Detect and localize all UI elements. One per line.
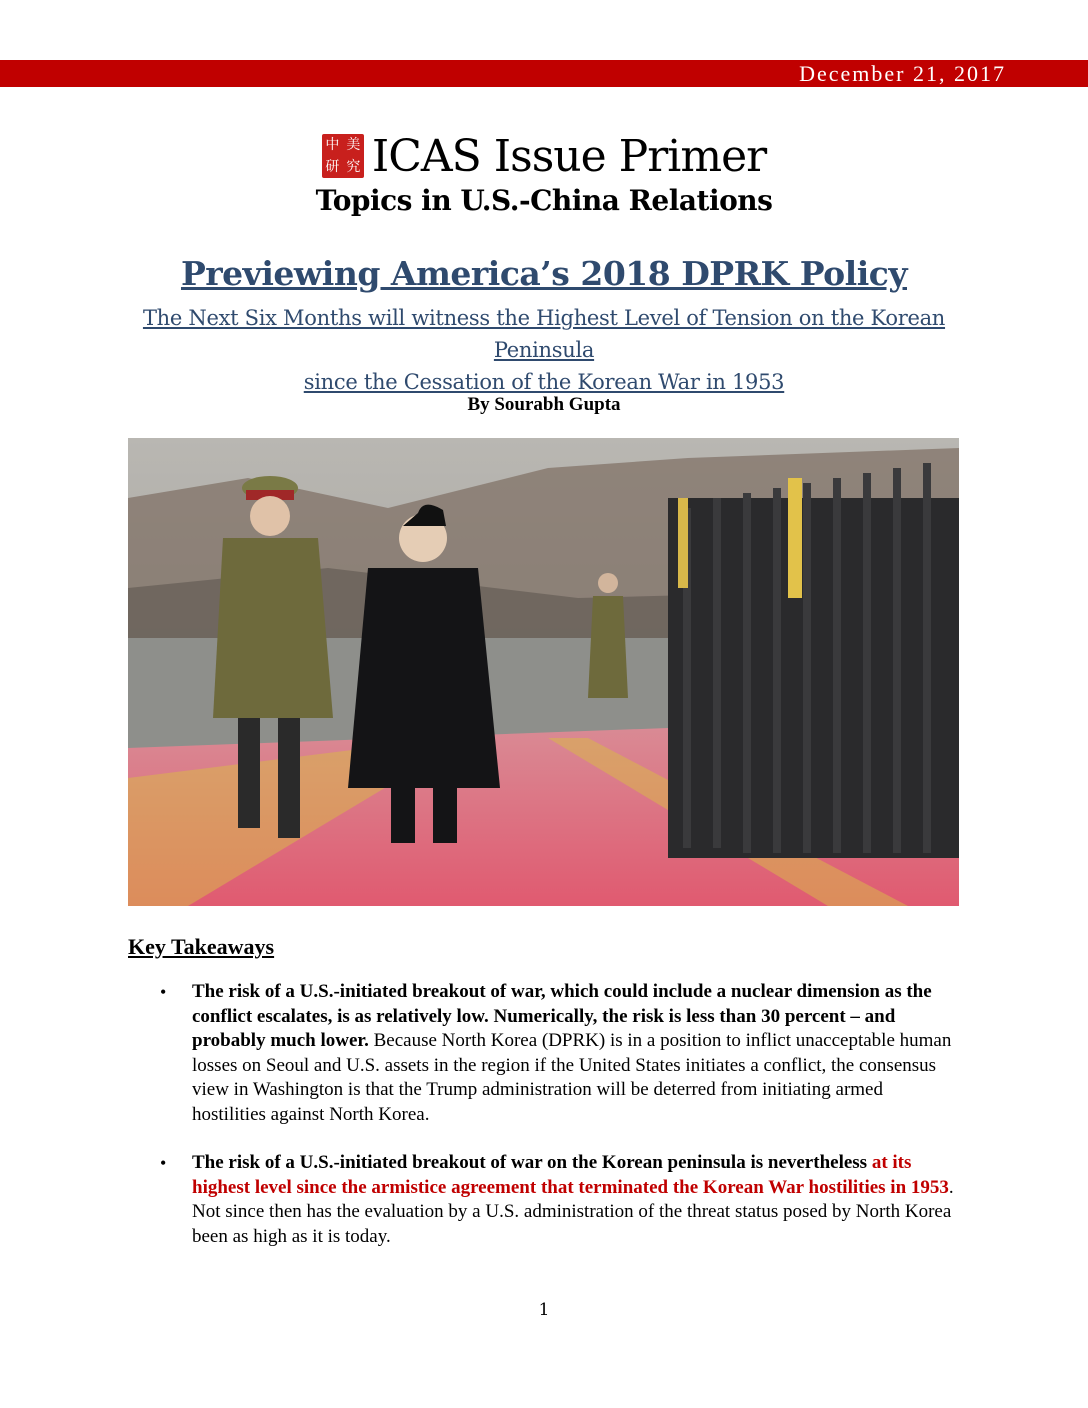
article-subtitle-line: since the Cessation of the Korean War in 1953: [303, 370, 785, 394]
photo-illustration: [128, 438, 959, 906]
publication-header: [0, 128, 1088, 184]
page-number: 1: [538, 1300, 550, 1320]
logo-char: 研: [325, 159, 340, 175]
takeaway-bold-text: The risk of a U.S.-initiated breakout of war, which could include a nuclear dimension as the conflict escalates, is as relatively low. Numerically, the risk is less than 30 percent – and probably much lower.: [192, 981, 932, 1051]
publication-title: ICAS Issue Primer: [371, 130, 767, 182]
article-subtitle: [120, 302, 968, 398]
article-subtitle-line: The Next Six Months will witness the Highest Level of Tension on the Korean Peninsula: [142, 306, 946, 362]
logo-char: 美: [346, 137, 361, 153]
logo-char: 究: [346, 159, 361, 175]
icas-logo-seal: [322, 134, 364, 178]
takeaway-highlight-text: at its highest level since the armistice agreement that terminated the Korean War hostilities in 1953: [192, 1152, 949, 1198]
date-banner: [0, 60, 1088, 87]
bullet-icon: •: [160, 982, 167, 1002]
key-takeaways-heading: Key Takeaways: [128, 934, 275, 959]
key-takeaways-list: [160, 980, 960, 1273]
publication-date: December 21, 2017: [799, 61, 1006, 86]
list-item: [160, 980, 960, 1127]
logo-char: 中: [325, 137, 340, 153]
publication-subtitle: Topics in U.S.-China Relations: [315, 184, 773, 217]
takeaway-bold-text: The risk of a U.S.-initiated breakout of war on the Korean peninsula is nevertheless: [192, 1152, 872, 1173]
takeaway-text: . Not since then has the evaluation by a U.S. administration of the threat status posed by North Korea been as high as it is today.: [192, 1176, 954, 1247]
takeaway-text: Because North Korea (DPRK) is in a position to inflict unacceptable human losses on Seoul and U.S. assets in the region if the United States initiates a conflict, the consensus view in Washington is that the Trump administration will be deterred from initiating armed hostilities against North Korea.: [192, 1030, 952, 1125]
byline: By Sourabh Gupta: [467, 394, 621, 415]
bullet-icon: •: [160, 1153, 167, 1173]
list-item: [160, 1151, 960, 1249]
military-parade-photo: [128, 438, 959, 906]
article-title: Previewing America’s 2018 DPRK Policy: [180, 254, 907, 293]
